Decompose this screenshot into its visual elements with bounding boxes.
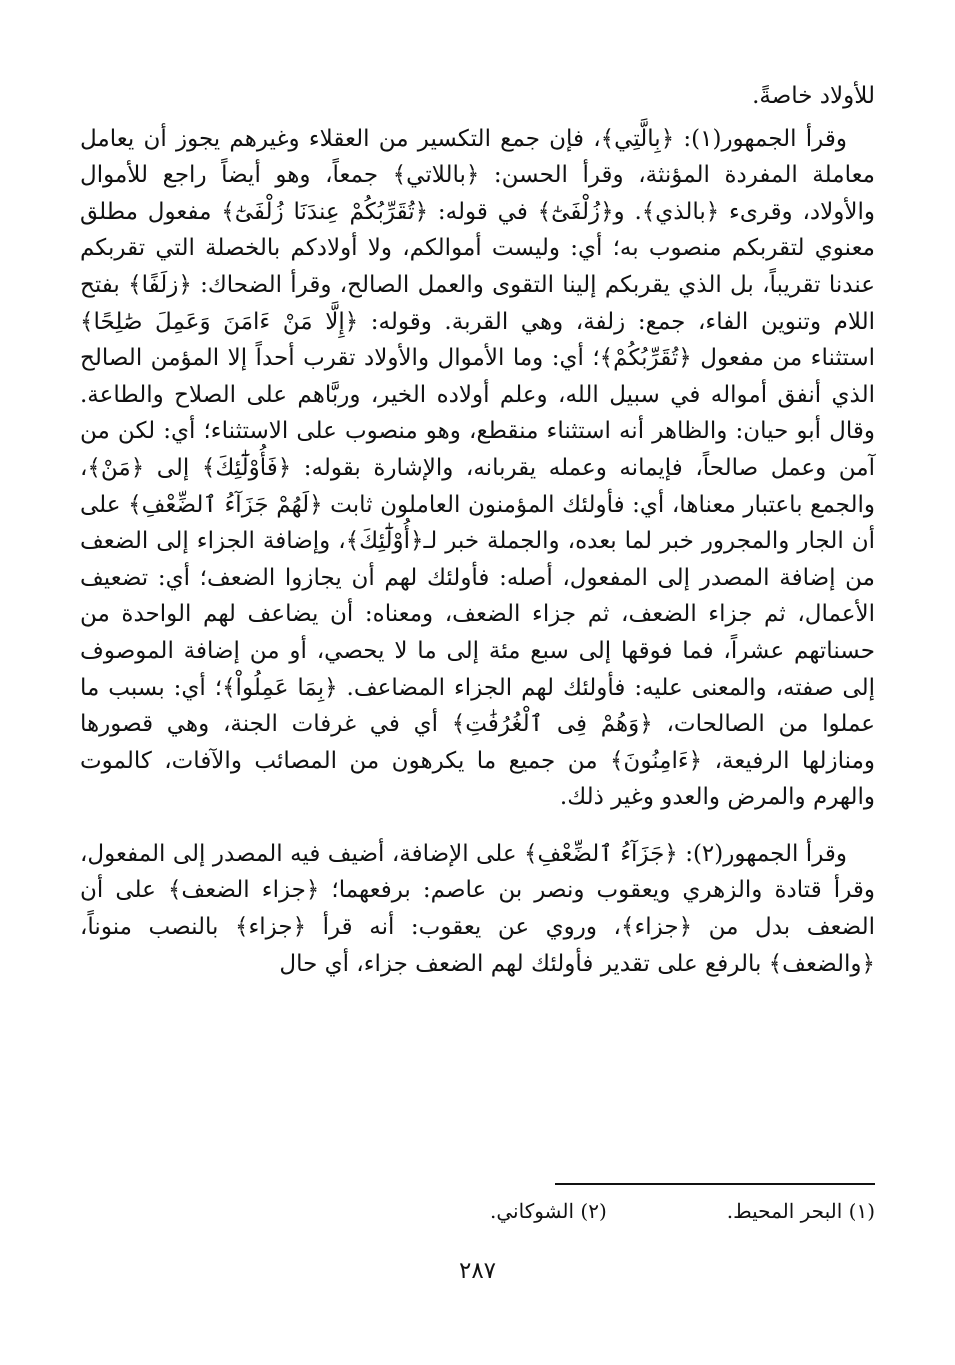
footnotes — [80, 1196, 875, 1226]
footnote-2: (٢) الشوكاني. — [490, 1199, 607, 1223]
paragraph-commentary: وقرأ الجمهور(١): ﴿بِالَّتِي﴾، فإن جمع التكسير من العقلاء وغيرهم يجوز أن يعامل معاملة المفردة المؤنثة، وقرأ الحسن: ﴿باللاتي﴾ جمعاً، وهو أيضاً راجع للأموال والأولاد، وقرىء ﴿بالذي﴾. و﴿زُلْفَىٰٓ﴾ في قوله: ﴿تُقَرِّبُكُمْ عِندَنَا زُلْفَىٰٓ﴾ مفعول مطلق معنوي لتقربكم منصوب به؛ أي: وليست أموالكم، ولا أولادكم بالخصلة التي تقربكم عندنا تقريباً، بل الذي يقربكم إلينا التقوى والعمل الصالح، وقرأ الضحاك: ﴿زلَفًا﴾ بفتح اللام وتنوين الفاء، جمع: زلفة، وهي القربة. وقوله: ﴿إِلَّا مَنْ ءَامَنَ وَعَمِلَ صَٰلِحًا﴾ استثناء من مفعول ﴿تُقَرِّبُكُمْ﴾؛ أي: وما الأموال والأولاد تقرب أحداً إلا المؤمن الصالح الذي أنفق أمواله في سبيل الله، وعلم أولاده الخير، وربَّاهم على الصلاح والطاعة. وقال أبو حيان: والظاهر أنه استثناء منقطع، وهو منصوب على الاستثناء؛ أي: لكن من آمن وعمل صالحاً، فإيمانه وعمله يقربانه، والإشارة بقوله: ﴿فَأُوْلَٰٓئِكَ﴾ إلى ﴿مَنْ﴾، والجمع باعتبار معناها، أي: فأولئك المؤمنون العاملون ثابت ﴿لَهُمْ جَزَآءُ ٱلضِّعْفِ﴾ على أن الجار والمجرور خبر لما بعده، والجملة خبر لـ﴿أُوْلَٰٓئِكَ﴾، وإضافة الجزاء إلى الضعف من إضافة المصدر إلى المفعول، أصله: فأولئك لهم أن يجازوا الضعف؛ أي: تضعيف الأعمال، ثم جزاء الضعف، ثم جزاء الضعف، ومعناه: أن يضاعف لهم الواحدة من حسناتهم عشراً، فما فوقها إلى سبع مئة إلى ما لا يحصي، أو من إضافة الموصوف إلى صفته، والمعنى عليه: فأولئك لهم الجزاء المضاعف. ﴿بِمَا عَمِلُواْ﴾؛ أي: بسبب ما عملوا من الصالحات، ﴿وَهُمْ فِى ٱلْغُرُفَٰتِ﴾ أي في غرفات الجنة، وهي قصورها ومنازلها الرفيعة، ﴿ءَامِنُونَ﴾ من جميع ما يكرهون من المصائب والآفات، كالموت والهرم والمرض والعدو وغير ذلك. — [80, 125, 875, 811]
main-text — [80, 78, 875, 982]
paragraph-readings: وقرأ الجمهور(٢): ﴿جَزَآءُ ٱلضِّعْفِ﴾ على الإضافة، أضيف فيه المصدر إلى المفعول، وقرأ قتادة والزهري ويعقوب ونصر بن عاصم: برفعهما؛ ﴿جزاء الضعف﴾ على أن الضعف بدل من ﴿جزاء﴾، وروي عن يعقوب: أنه قرأ ﴿جزاء﴾ بالنصب منوناً، ﴿والضعف﴾ بالرفع على تقدير فأولئك لهم الضعف جزاء، أي حال — [80, 840, 875, 977]
paragraph-intro: للأولاد خاصةً. — [752, 83, 875, 109]
page-number: ٢٨٧ — [458, 1258, 497, 1284]
footnote-1: (١) البحر المحيط. — [726, 1199, 875, 1223]
footnote-divider — [555, 1183, 875, 1185]
